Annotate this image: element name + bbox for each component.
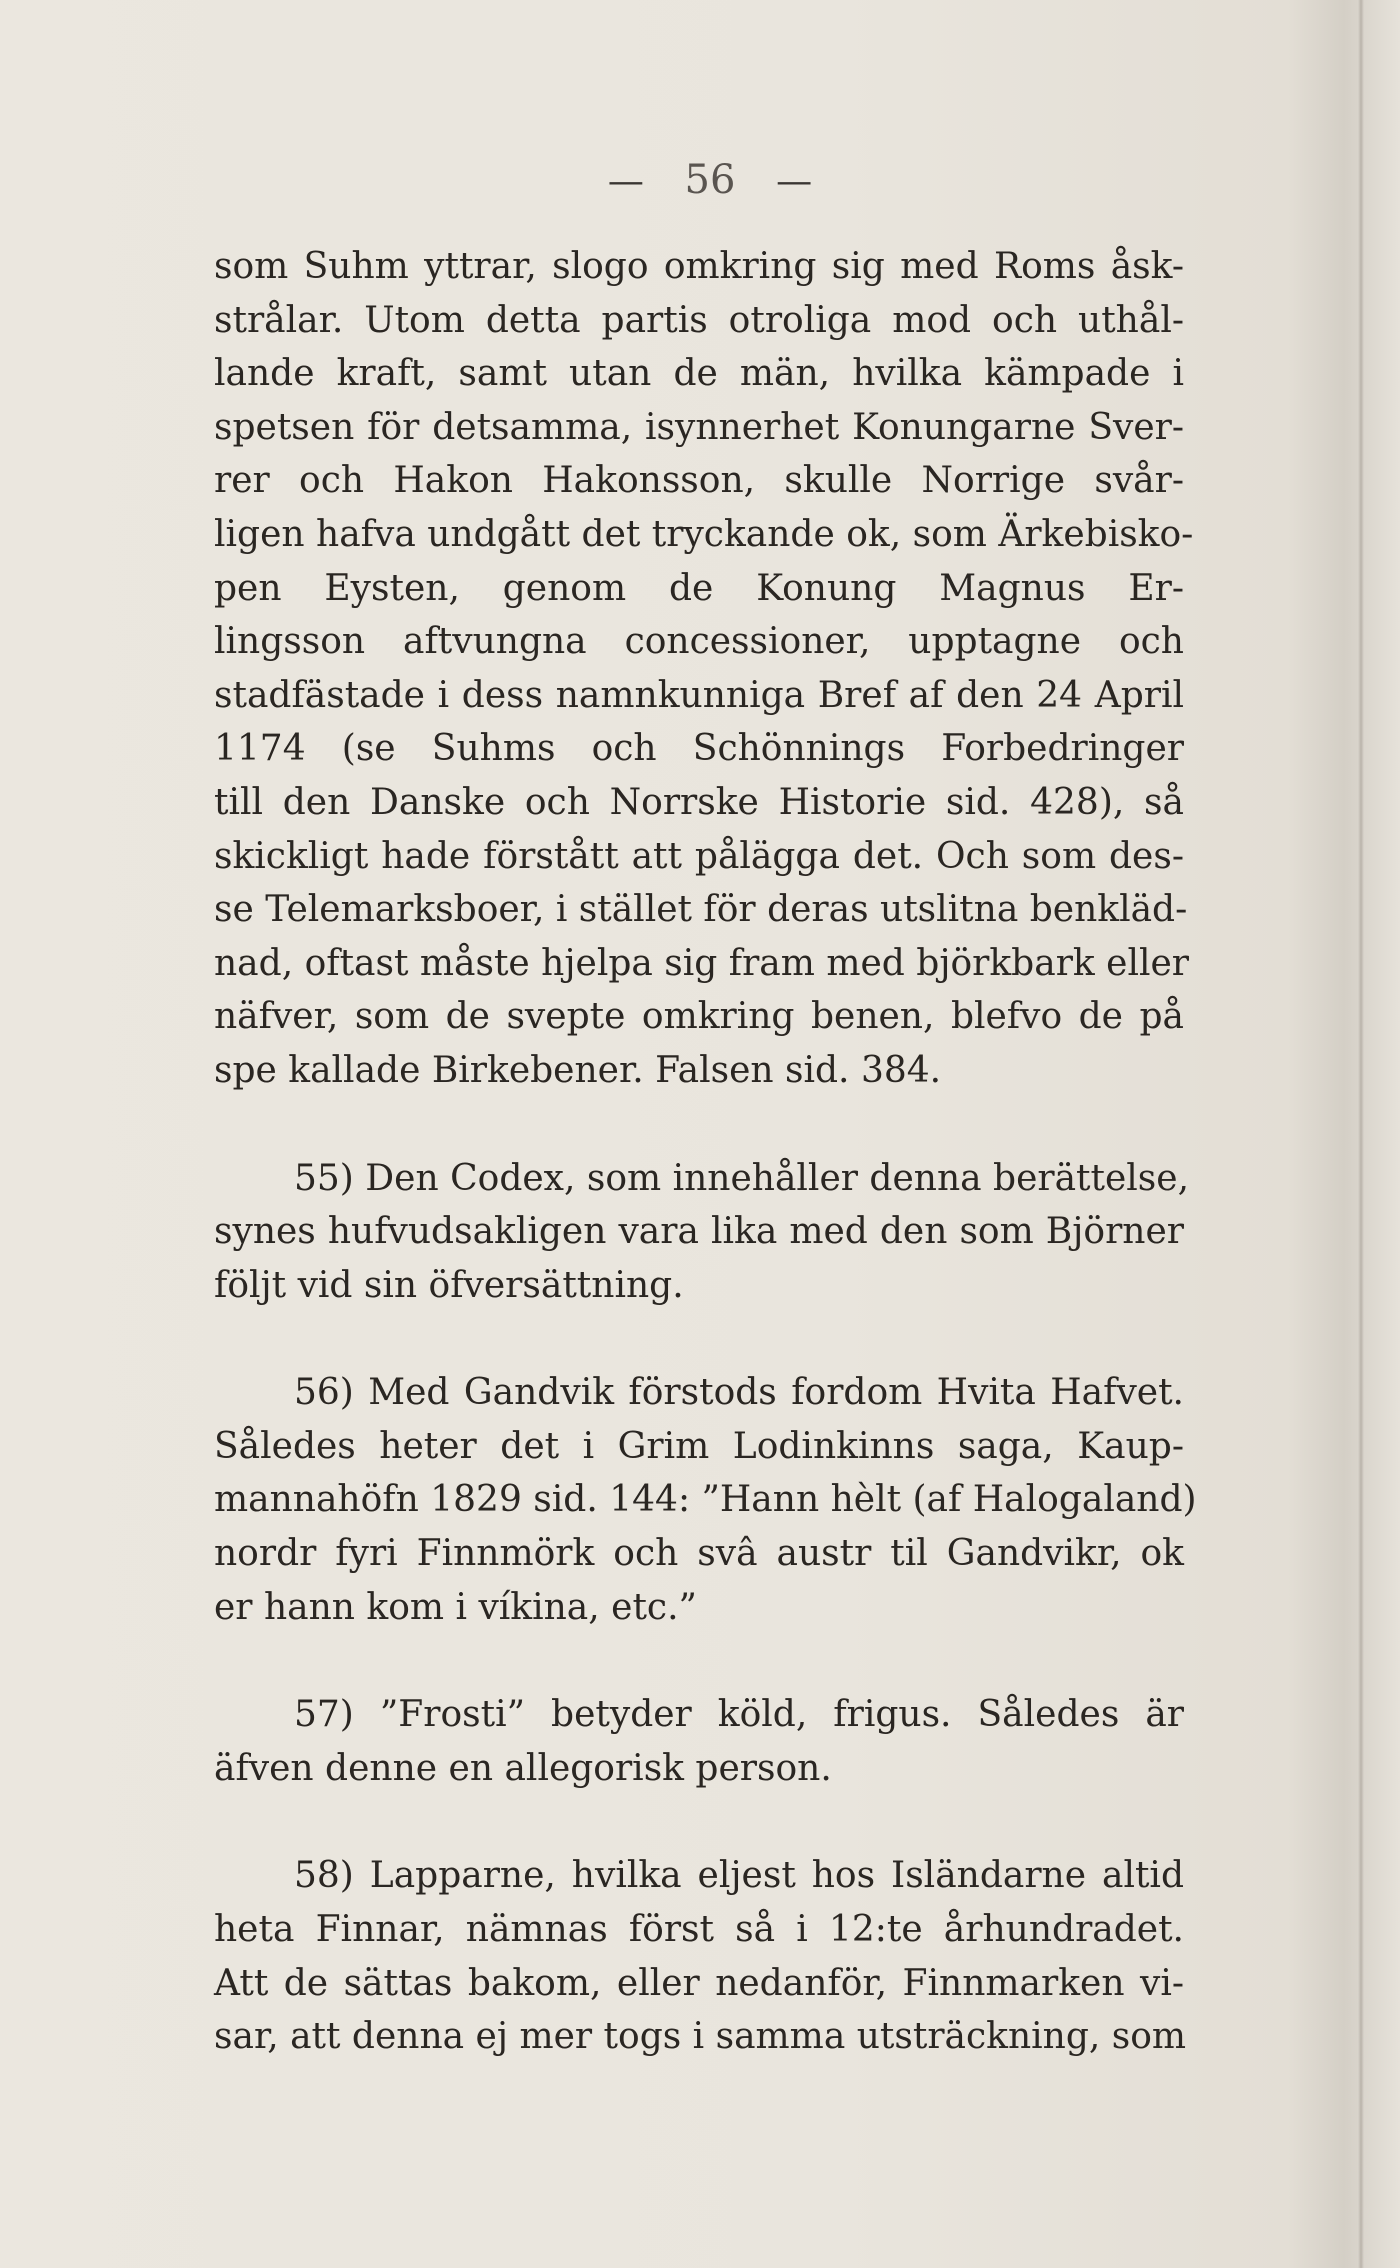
text-line: spetsen för detsamma, isynnerhet Konungarne Sver-: [214, 406, 1184, 448]
text-line: ligen hafva undgått det tryckande ok, som Ärkebisko-: [214, 513, 1194, 555]
paragraph-gap: [214, 1098, 1184, 1152]
note-55: [214, 1152, 1190, 1313]
paragraph-gap: [214, 1634, 1184, 1688]
paragraph-continuation: [214, 240, 1194, 1098]
text-line: rer och Hakon Hakonsson, skulle Norrige svår-: [214, 460, 1184, 502]
text-line: näfver, som de svepte omkring benen, blefvo de på: [214, 996, 1184, 1038]
text-line: mannahöfn 1829 sid. 144: ”Hann hèlt (af Halogaland): [214, 1479, 1197, 1521]
text-line: spe kallade Birkebener. Falsen sid. 384.: [214, 1049, 942, 1091]
paragraph-gap: [214, 1312, 1184, 1366]
text-line: äfven denne en allegorisk person.: [214, 1747, 832, 1789]
text-line: skickligt hade förstått att pålägga det. Och som des-: [214, 835, 1184, 877]
text-line: er hann kom i víkina, etc.”: [214, 1586, 697, 1628]
page-body: [214, 240, 1197, 2064]
text-line: heta Finnar, nämnas först så i 12:te århundradet.: [214, 1909, 1184, 1951]
text-line: Således heter det i Grim Lodinkinns saga, Kaup-: [214, 1425, 1184, 1467]
text-line: synes hufvudsakligen vara lika med den som Björner: [214, 1211, 1184, 1253]
text-line: 56) Med Gandvik förstods fordom Hvita Hafvet.: [294, 1372, 1184, 1414]
paragraph-gap: [214, 1795, 1184, 1849]
text-line: 1174 (se Suhms och Schönnings Forbedringer: [214, 728, 1184, 770]
text-line: lande kraft, samt utan de män, hvilka kämpade i: [214, 353, 1184, 395]
text-line: lingsson aftvungna concessioner, upptagne och: [214, 621, 1184, 663]
note-56: [214, 1366, 1197, 1634]
text-line: till den Danske och Norrske Historie sid. 428), så: [214, 781, 1184, 823]
text-line: pen Eysten, genom de Konung Magnus Er-: [214, 567, 1184, 609]
text-line: Att de sättas bakom, eller nedanför, Finnmarken vi-: [214, 1962, 1184, 2004]
text-line: stadfästade i dess namnkunniga Bref af den 24 April: [214, 674, 1184, 716]
text-line: 58) Lapparne, hvilka eljest hos Isländarne altid: [294, 1855, 1184, 1897]
note-58: [214, 1849, 1187, 2063]
text-line: som Suhm yttrar, slogo omkring sig med Roms åsk-: [214, 246, 1184, 287]
page-number: 56: [684, 157, 736, 203]
page-gutter-shadow: [1358, 0, 1364, 2268]
header-dash-left: —: [607, 161, 644, 202]
text-line: sar, att denna ej mer togs i samma utsträckning, som: [214, 2016, 1187, 2058]
text-line: nad, oftast måste hjelpa sig fram med björkbark eller: [214, 942, 1190, 984]
text-line: se Telemarksboer, i stället för deras utslitna benkläd-: [214, 889, 1188, 931]
text-line: strålar. Utom detta partis otroliga mod och uthål-: [214, 299, 1184, 341]
page-header: [590, 150, 830, 210]
text-line: följt vid sin öfversättning.: [214, 1264, 684, 1306]
header-dash-right: —: [776, 161, 813, 202]
text-line: 55) Den Codex, som innehåller denna berättelse,: [294, 1157, 1190, 1199]
note-57: [214, 1688, 1184, 1795]
text-line: 57) ”Frosti” betyder köld, frigus. Således är: [294, 1694, 1184, 1736]
text-line: nordr fyri Finnmörk och svâ austr til Gandvikr, ok: [214, 1533, 1184, 1575]
